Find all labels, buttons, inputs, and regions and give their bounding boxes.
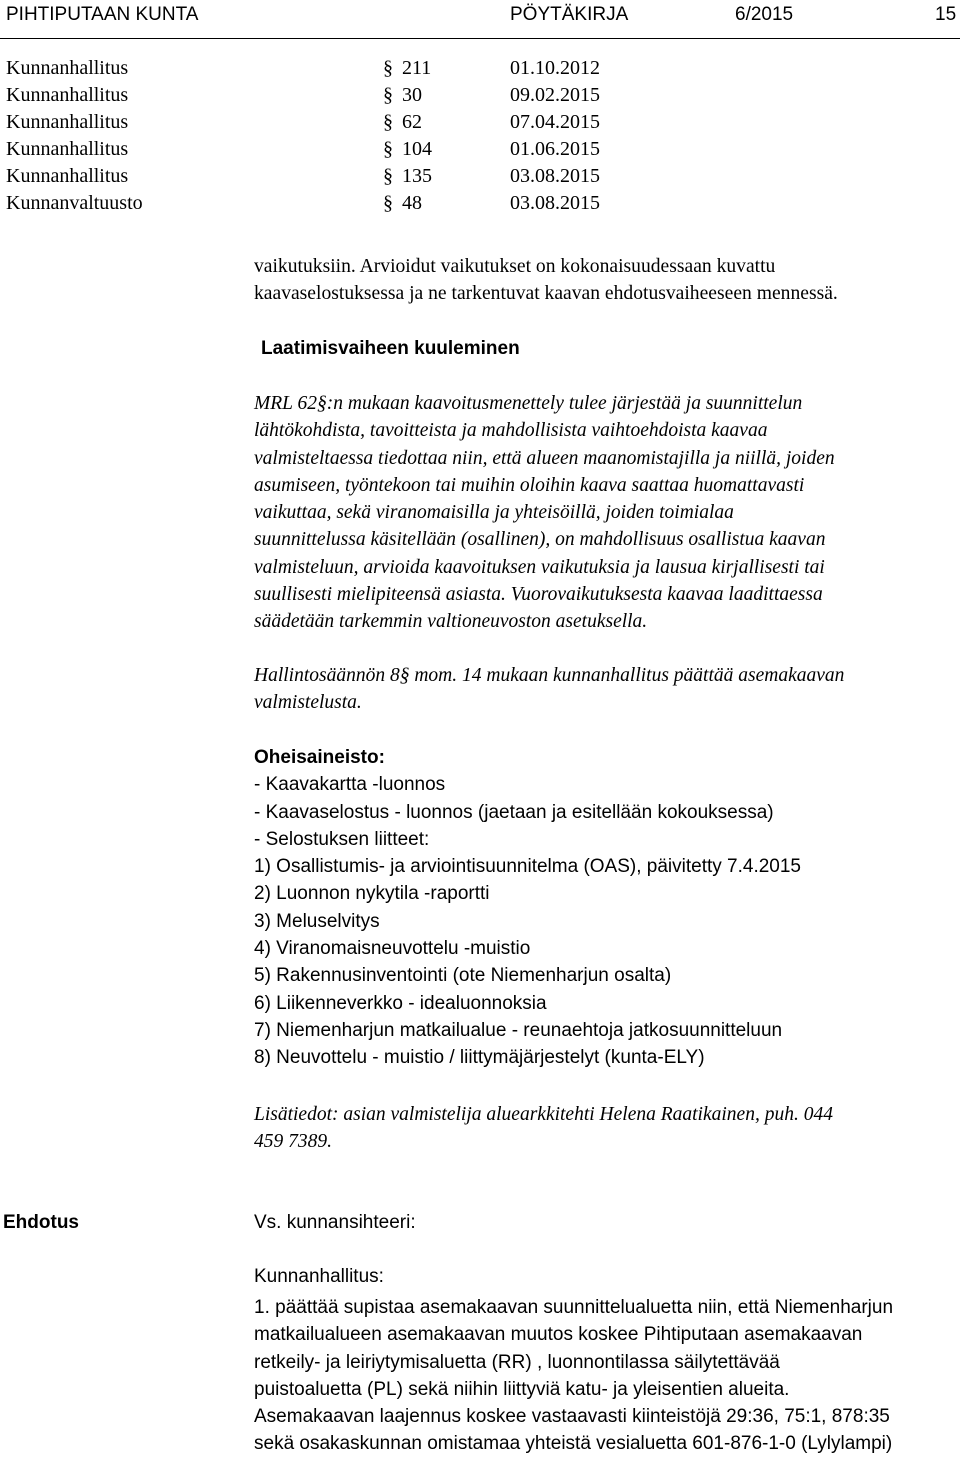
mrl-line: asumiseen, työntekoon tai muihin oloihin kaava saattaa huomattavasti — [254, 474, 805, 496]
attachments-section — [254, 744, 960, 1072]
reference-body: Kunnanvaltuusto — [6, 192, 143, 214]
proposal-presenter: Vs. kunnansihteeri: — [254, 1212, 416, 1233]
attachment-item: - Kaavaselostus - luonnos (jaetaan ja esitellään kokouksessa) — [254, 801, 774, 823]
reference-section: 104 — [402, 138, 432, 160]
mrl-line: valmisteluun, arvioida kaavoituksen vaikutuksia ja lausua kirjallisesti tai — [254, 556, 825, 578]
section-icon: § — [383, 111, 393, 133]
document-type: PÖYTÄKIRJA — [510, 4, 629, 25]
reference-date: 03.08.2015 — [510, 165, 600, 187]
reference-section: 48 — [402, 192, 422, 214]
attachment-item: 5) Rakennusinventointi (ote Niemenharjun osalta) — [254, 965, 672, 987]
hallintosaanto-paragraph — [254, 662, 960, 717]
proposal-label: Ehdotus — [3, 1212, 79, 1233]
proposal-line: puistoaluetta (PL) sekä niihin liittyviä katu- ja yleisentien alueita. — [254, 1378, 790, 1400]
reference-date: 09.02.2015 — [510, 84, 600, 106]
section-icon: § — [383, 138, 393, 160]
hallintosaanto-line: valmistelusta. — [254, 692, 362, 714]
attachment-item: - Selostuksen liitteet: — [254, 828, 430, 850]
mrl-line: säädetään tarkemmin valtioneuvoston asetuksella. — [254, 611, 648, 633]
attachment-item: 6) Liikenneverkko - idealuonnoksia — [254, 992, 547, 1014]
mrl-line: suunnittelussa käsitellään (osallinen), on mahdollisuus osallistua kaavan — [254, 529, 826, 551]
reference-section: 30 — [402, 84, 422, 106]
attachment-item: 1) Osallistumis- ja arviointisuunnitelma (OAS), päivitetty 7.4.2015 — [254, 856, 802, 878]
attachment-item: 3) Meluselvitys — [254, 910, 380, 932]
page-number: 15 — [935, 4, 957, 25]
proposal-text — [254, 1294, 960, 1458]
proposal-line: Asemakaavan laajennus koskee vastaavasti kiinteistöjä 29:36, 75:1, 878:35 — [254, 1406, 890, 1428]
reference-body: Kunnanhallitus — [6, 57, 129, 79]
proposal-line: retkeily- ja leiriytymisaluetta (RR) , luonnontilassa säilytettävää — [254, 1351, 780, 1373]
reference-section: 211 — [402, 57, 432, 79]
intro-line: vaikutuksiin. Arvioidut vaikutukset on kokonaisuudessaan kuvattu — [254, 256, 776, 277]
reference-date: 01.10.2012 — [510, 57, 600, 79]
attachment-item: 7) Niemenharjun matkailualue - reunaehtoja jatkosuunnitteluun — [254, 1019, 783, 1041]
reference-body: Kunnanhallitus — [6, 84, 129, 106]
mrl-line: suullisesti mielipiteensä asiasta. Vuorovaikutuksesta kaavaa laadittaessa — [254, 584, 823, 606]
reference-body: Kunnanhallitus — [6, 138, 129, 160]
issue-number: 6/2015 — [735, 4, 794, 25]
proposal-line: 1. päättää supistaa asemakaavan suunnittelualuetta niin, että Niemenharjun — [254, 1297, 894, 1318]
section-icon: § — [383, 192, 393, 214]
mrl-line: vaikuttaa, sekä viranomaisilla ja yhteisöillä, joiden toimialaa — [254, 502, 734, 524]
proposal-line: matkailualueen asemakaavan muutos koskee Pihtiputaan asemakaavan — [254, 1324, 863, 1346]
mrl-line: MRL 62§:n mukaan kaavoitusmenettely tulee järjestää ja suunnittelun — [254, 393, 803, 414]
section-icon: § — [383, 57, 393, 79]
header-divider — [0, 38, 960, 39]
organization-name: PIHTIPUTAAN KUNTA — [6, 4, 199, 25]
mrl-paragraph — [254, 390, 960, 636]
hallintosaanto-line: Hallintosäännön 8§ mom. 14 mukaan kunnanhallitus päättää asemakaavan — [254, 665, 845, 686]
attachment-item: 8) Neuvottelu - muistio / liittymäjärjestelyt (kunta-ELY) — [254, 1047, 705, 1069]
reference-date: 03.08.2015 — [510, 192, 600, 214]
proposal-board: Kunnanhallitus: — [254, 1266, 384, 1287]
mrl-line: valmisteltaessa tiedottaa niin, että alueen maanomistajilla ja niillä, joiden — [254, 447, 835, 469]
intro-paragraph — [254, 253, 960, 308]
attachments-heading: Oheisaineisto: — [254, 747, 385, 768]
attachment-item: 4) Viranomaisneuvottelu -muistio — [254, 938, 531, 960]
intro-line: kaavaselostuksessa ja ne tarkentuvat kaavan ehdotusvaiheeseen mennessä. — [254, 283, 838, 305]
reference-date: 07.04.2015 — [510, 111, 600, 133]
reference-section: 62 — [402, 111, 422, 133]
mrl-line: lähtökohdista, tavoitteista ja mahdollisista vaihtoehdoista kaavaa — [254, 420, 768, 442]
proposal-line: sekä osakaskunnan omistamaa yhteistä vesialuetta 601-876-1-0 (Lylylampi) — [254, 1433, 893, 1455]
section-icon: § — [383, 84, 393, 106]
attachment-item: 2) Luonnon nykytila -raportti — [254, 883, 490, 905]
reference-section: 135 — [402, 165, 432, 187]
contact-paragraph — [254, 1101, 960, 1156]
attachment-item: - Kaavakartta -luonnos — [254, 774, 446, 796]
section-icon: § — [383, 165, 393, 187]
reference-date: 01.06.2015 — [510, 138, 600, 160]
contact-line: Lisätiedot: asian valmistelija aluearkkitehti Helena Raatikainen, puh. 044 — [254, 1104, 833, 1125]
reference-body: Kunnanhallitus — [6, 111, 129, 133]
consultation-heading: Laatimisvaiheen kuuleminen — [261, 338, 520, 359]
contact-line: 459 7389. — [254, 1131, 332, 1153]
reference-body: Kunnanhallitus — [6, 165, 129, 187]
